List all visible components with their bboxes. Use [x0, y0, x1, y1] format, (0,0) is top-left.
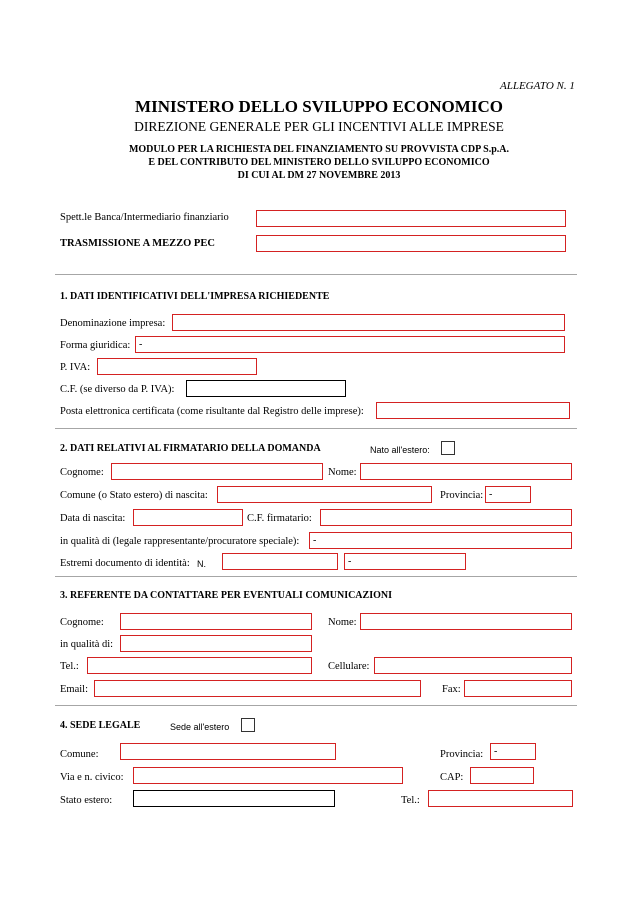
section1-title: 1. DATI IDENTIFICATIVI DELL'IMPRESA RICHIEDENTE [60, 291, 330, 302]
forma-field[interactable]: - [135, 336, 565, 353]
ref-nome-label: Nome: [328, 617, 357, 628]
piva-field[interactable] [97, 358, 257, 375]
ref-cellulare-field[interactable] [374, 657, 572, 674]
sede-tel-field[interactable] [428, 790, 573, 807]
sede-stato-label: Stato estero: [60, 795, 113, 806]
sede-provincia-field[interactable]: - [490, 743, 536, 760]
section2-title: 2. DATI RELATIVI AL FIRMATARIO DELLA DOMANDA [60, 443, 321, 454]
direzione-title: DIREZIONE GENERALE PER GLI INCENTIVI ALLE IMPRESE [134, 119, 504, 134]
divider [55, 576, 577, 577]
estremi-other-field[interactable]: - [344, 553, 466, 570]
sede-via-field[interactable] [133, 767, 403, 784]
nato-estero-label: Nato all'estero: [370, 445, 430, 455]
sede-cap-field[interactable] [470, 767, 534, 784]
section3-title: 3. REFERENTE DA CONTATTARE PER EVENTUALI COMUNICAZIONI [60, 590, 392, 601]
pec-transmission-field[interactable] [256, 235, 566, 252]
ref-fax-field[interactable] [464, 680, 572, 697]
pec-field[interactable] [376, 402, 570, 419]
nato-estero-checkbox[interactable] [441, 441, 455, 455]
divider [55, 705, 577, 706]
denominazione-field[interactable] [172, 314, 565, 331]
ref-qualita-label: in qualità di: [60, 639, 114, 650]
estremi-number-field[interactable] [222, 553, 338, 570]
cf-label: C.F. (se diverso da P. IVA): [60, 384, 175, 395]
ref-cognome-label: Cognome: [60, 617, 104, 628]
ref-qualita-field[interactable] [120, 635, 312, 652]
banca-field[interactable] [256, 210, 566, 227]
sede-tel-label: Tel.: [401, 795, 420, 806]
modulo-line-2: E DEL CONTRIBUTO DEL MINISTERO DELLO SVILUPPO ECONOMICO [148, 157, 490, 168]
ref-cellulare-label: Cellulare: [328, 661, 370, 672]
sede-comune-label: Comune: [60, 749, 99, 760]
piva-label: P. IVA: [60, 362, 91, 373]
cf-field[interactable] [186, 380, 346, 397]
sede-via-label: Via e n. civico: [60, 772, 124, 783]
ref-email-field[interactable] [94, 680, 421, 697]
modulo-line-3: DI CUI AL DM 27 NOVEMBRE 2013 [237, 170, 401, 181]
pec-label: Posta elettronica certificata (come risultante dal Registro delle imprese): [60, 406, 364, 417]
section4-title: 4. SEDE LEGALE [60, 720, 141, 731]
data-nascita-label: Data di nascita: [60, 513, 126, 524]
modulo-line-1: MODULO PER LA RICHIESTA DEL FINANZIAMENTO SU PROVVISTA CDP S.p.A. [128, 144, 510, 155]
ref-cognome-field[interactable] [120, 613, 312, 630]
qualita-field[interactable]: - [309, 532, 572, 549]
ref-fax-label: Fax: [442, 684, 461, 695]
cf-firmatario-label: C.F. firmatario: [247, 513, 312, 524]
qualita-label: in qualità di (legale rappresentante/procuratore speciale): [60, 536, 300, 547]
sede-cap-label: CAP: [440, 772, 464, 783]
sede-estero-label: Sede all'estero [170, 722, 230, 732]
pec-transmission-label: TRASMISSIONE A MEZZO PEC [60, 238, 215, 249]
forma-label: Forma giuridica: [60, 340, 131, 351]
cognome-field[interactable] [111, 463, 323, 480]
denominazione-label: Denominazione impresa: [60, 318, 166, 329]
nome-label: Nome: [328, 467, 357, 478]
provincia-field[interactable]: - [485, 486, 531, 503]
ref-tel-field[interactable] [87, 657, 312, 674]
estremi-n-label: N. [197, 559, 206, 569]
estremi-label: Estremi documento di identità: [60, 558, 190, 569]
cognome-label: Cognome: [60, 467, 104, 478]
divider [55, 428, 577, 429]
sede-stato-field[interactable] [133, 790, 335, 807]
nome-field[interactable] [360, 463, 572, 480]
provincia-label: Provincia: [440, 490, 484, 501]
sede-provincia-label: Provincia: [440, 749, 484, 760]
sede-estero-checkbox[interactable] [241, 718, 255, 732]
ministry-title: MINISTERO DELLO SVILUPPO ECONOMICO [135, 97, 503, 116]
allegato-label: ALLEGATO N. 1 [500, 80, 575, 92]
comune-nascita-label: Comune (o Stato estero) di nascita: [60, 490, 208, 501]
cf-firmatario-field[interactable] [320, 509, 572, 526]
ref-email-label: Email: [60, 684, 88, 695]
sede-comune-field[interactable] [120, 743, 336, 760]
comune-nascita-field[interactable] [217, 486, 432, 503]
banca-label: Spett.le Banca/Intermediario finanziario [60, 212, 229, 223]
data-nascita-field[interactable] [133, 509, 243, 526]
divider [55, 274, 577, 275]
ref-nome-field[interactable] [360, 613, 572, 630]
ref-tel-label: Tel.: [60, 661, 79, 672]
